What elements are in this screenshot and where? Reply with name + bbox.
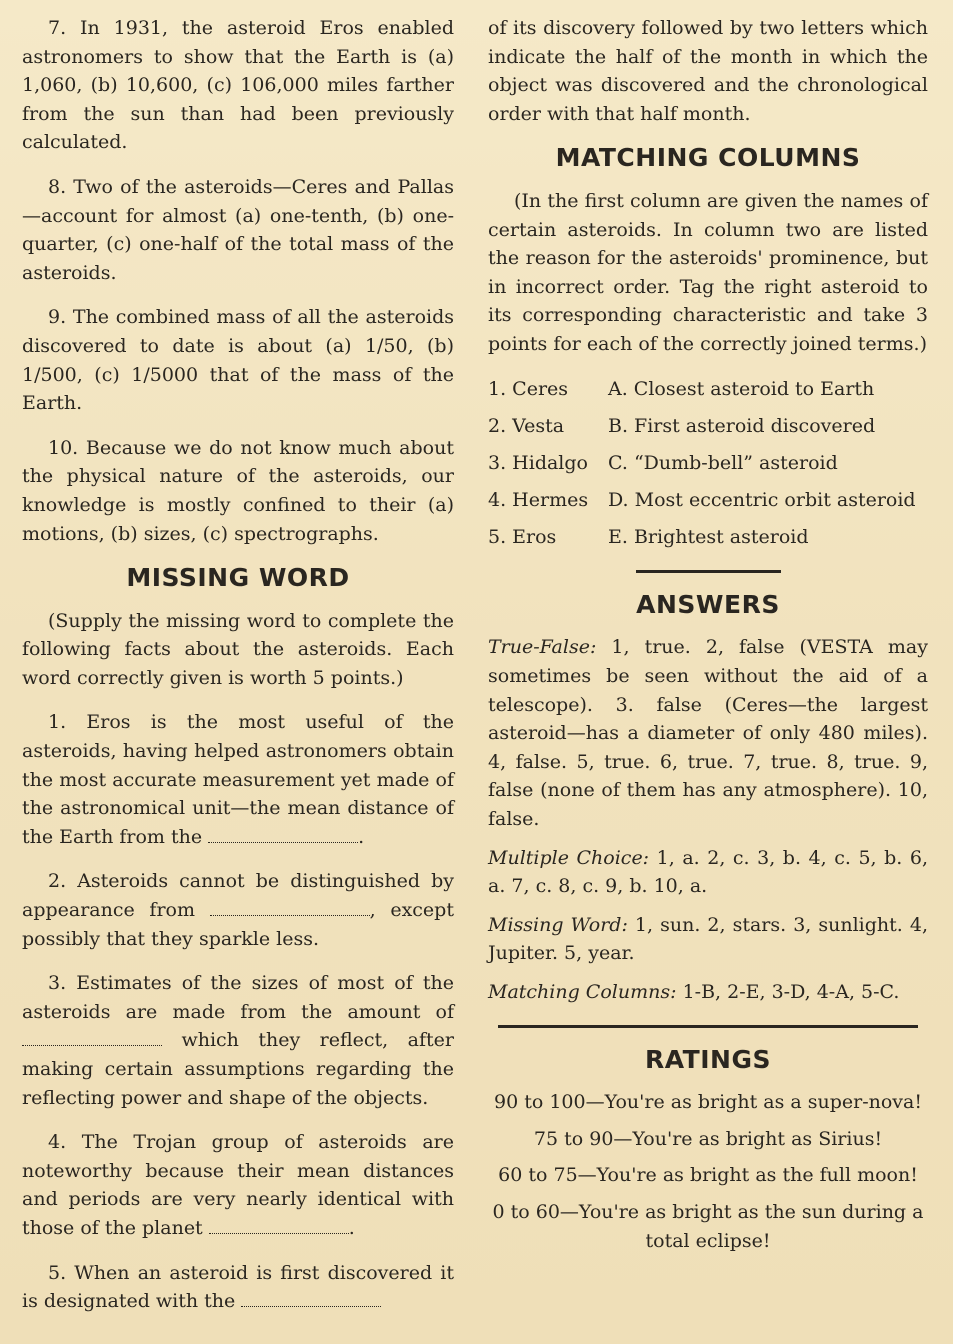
matching-asteroid: 4. Hermes [488,489,589,512]
mw-question-4 [22,1128,454,1242]
mw-q5-blank [241,1290,381,1307]
missing-word-heading: MISSING WORD [126,563,350,593]
answers-tf-text: 1, true. 2, false (VESTA may sometimes be seen without the aid of a telescope). 3. false (Ceres—the largest asteroid—has a diameter of only 480 miles). 4, false. 5, true. 6, true. 7, true. 8, true. 9, false (none of them has any atmosphere). 10, false. [488,636,928,831]
answers-heading: ANSWERS [636,589,780,619]
matching-row [488,486,928,515]
matching-row [488,412,928,441]
missing-word-intro: (Supply the missing word to complete the following facts about the asteroids. Each word correctly given is worth 5 points.) [22,609,454,689]
mw-q5-continued: of its discovery followed by two letters which indicate the half of the month in which the object was discovered and the chronological order with that half month. [488,17,928,125]
matching-row [488,375,928,404]
mw-q1-end: . [358,825,365,848]
answers-true-false [488,633,928,833]
answers-mc-text: 1, a. 2, c. 3, b. 4, c. 5, b. 6, a. 7, c. 8, c. 9, b. 10, a. [488,846,928,898]
mc-question-9: 9. The combined mass of all the asteroids discovered to date is about (a) 1/50, (b) 1/500, (c) 1/5000 that of the mass of the Earth. [22,306,454,415]
mw-question-3 [22,969,454,1112]
divider [636,570,781,573]
ratings-heading: RATINGS [645,1044,771,1074]
matching-characteristic: D. Most eccentric orbit asteroid [608,489,916,512]
matching-intro: (In the first column are given the names of certain asteroids. In column two are listed the reason for the asteroids' prominence, but in incorrect order. Tag the right asteroid to its corresponding characteristic and take 3 points for each of the correctly joined terms.) [488,189,928,355]
matching-characteristic: A. Closest asteroid to Earth [608,377,875,400]
mw-q3-blank [22,1029,162,1046]
mw-question-2 [22,867,454,953]
mc-question-10: 10. Because we do not know much about the physical nature of the asteroids, our knowledge is mostly confined to their (a) motions, (b) sizes, (c) spectrographs. [22,436,454,545]
mw-q2-blank [210,899,370,916]
matching-characteristic: C. “Dumb-bell” asteroid [608,451,838,474]
answers-multiple-choice [488,844,928,901]
mw-q1-blank [208,826,358,843]
mw-q2-text-a: 2. Asteroids cannot be distinguished by appearance from [22,870,454,922]
matching-row [488,523,928,552]
matching-asteroid: 5. Eros [488,526,557,549]
answers-mc-label: Multiple Choice: [488,846,650,869]
matching-columns-heading: MATCHING COLUMNS [555,143,861,173]
answers-missing-word [488,911,928,968]
matching-asteroid: 3. Hidalgo [488,451,588,474]
answers-tf-label: True-False: [488,636,597,659]
answers-mw-text: 1, sun. 2, stars. 3, sunlight. 4, Jupiter. 5, year. [488,913,928,965]
mw-q4-blank [209,1217,349,1234]
answers-mw-label: Missing Word: [488,913,628,936]
mw-q2-text-b: , except possibly that they sparkle less. [22,899,454,950]
rating-item: 0 to 60—You're as bright as the sun during a total eclipse! [492,1200,924,1252]
divider [498,1025,918,1028]
mc-question-8: 8. Two of the asteroids—Ceres and Pallas—account for almost (a) one-tenth, (b) one-quarter, (c) one-half of the total mass of the asteroids. [22,175,454,284]
mw-question-5 [22,1259,454,1316]
answers-mcol-label: Matching Columns: [488,981,677,1003]
mc-question-7: 7. In 1931, the asteroid Eros enabled astronomers to show that the Earth is (a) 1,060, (b) 10,600, (c) 106,000 miles farther from the sun than had been previously calculated. [22,17,454,154]
rating-item: 60 to 75—You're as bright as the full moon! [498,1164,918,1187]
matching-asteroid: 2. Vesta [488,414,565,437]
right-column [488,14,928,1263]
matching-characteristic: B. First asteroid discovered [608,414,876,437]
answers-mcol-text: 1-B, 2-E, 3-D, 4-A, 5-C. [682,981,900,1003]
matching-table [488,375,928,552]
answers-block [488,633,928,1006]
matching-asteroid: 1. Ceres [488,377,569,400]
mw-q3-text-a: 3. Estimates of the sizes of most of the asteroids are made from the amount of [22,972,454,1023]
matching-characteristic: E. Brightest asteroid [608,526,809,549]
mw-q3-text-b: which they reflect, after making certain assumptions regarding the reflecting power and shape of the objects. [22,1029,454,1109]
mw-question-1 [22,708,454,851]
rating-item: 75 to 90—You're as bright as Sirius! [533,1127,883,1150]
matching-row [488,449,928,478]
mw-q4-text: 4. The Trojan group of asteroids are noteworthy because their mean distances and periods are very nearly identical with those of the planet [22,1131,454,1239]
answers-matching-columns [488,978,928,1007]
rating-item: 90 to 100—You're as bright as a super-nova! [493,1091,923,1114]
mw-q5-text-a: 5. When an asteroid is first discovered it is designated with the [22,1261,454,1313]
mw-q4-end: . [348,1216,355,1239]
mw-q1-text: 1. Eros is the most useful of the asteroids, having helped astronomers obtain the most accurate measurement yet made of the astronomical unit—the mean distance of the Earth from the [22,711,454,848]
left-column [22,14,454,1332]
